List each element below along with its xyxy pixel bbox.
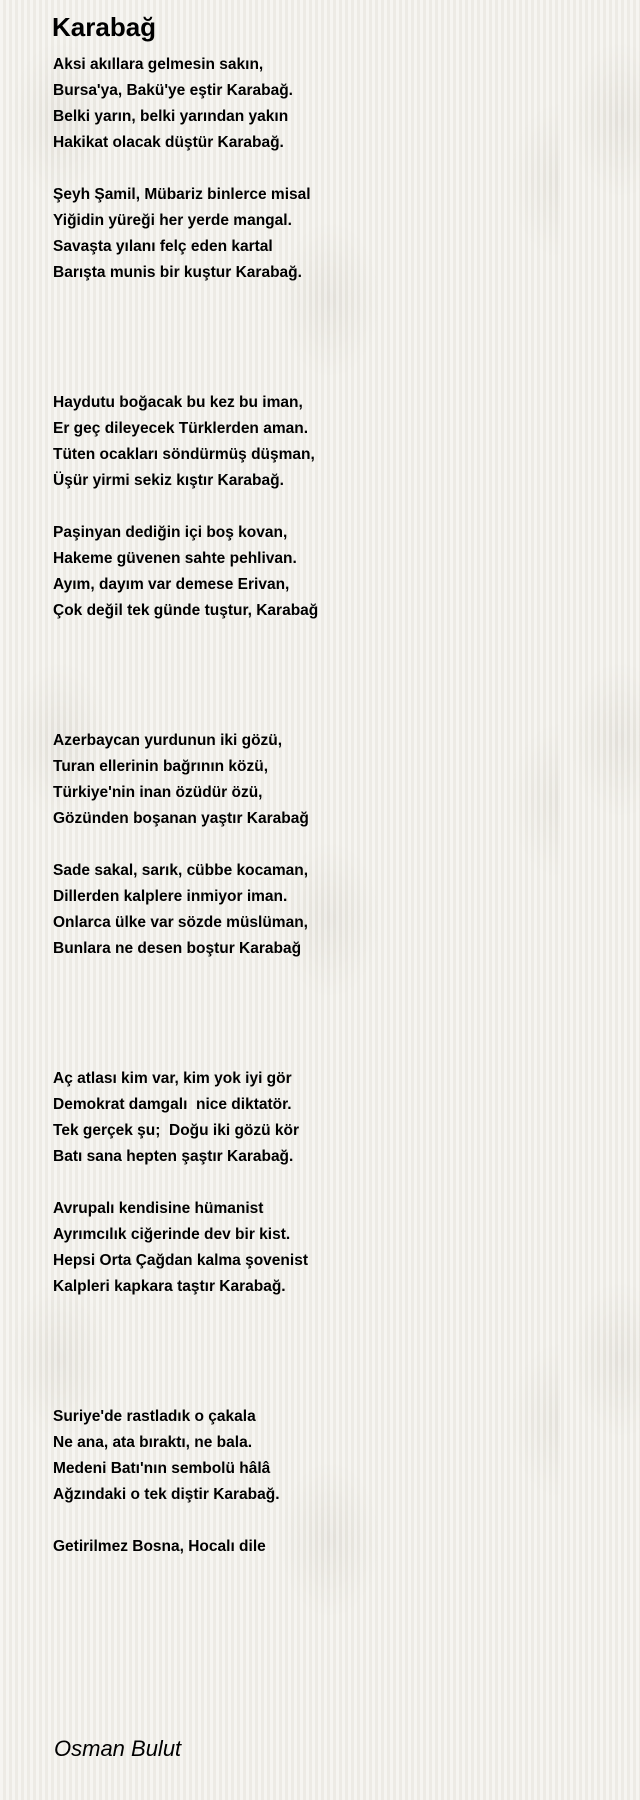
- poem-line: Er geç dileyecek Türklerden aman.: [53, 420, 309, 437]
- poem-line: Demokrat damgalı nice diktatör.: [53, 1096, 292, 1113]
- poem-line: Batı sana hepten şaştır Karabağ.: [53, 1148, 294, 1165]
- poem-line: Hakikat olacak düştür Karabağ.: [53, 134, 284, 151]
- poem-line: Bunlara ne desen boştur Karabağ: [53, 940, 302, 957]
- poem-body: [53, 52, 613, 1560]
- stanza-spacer: [53, 832, 613, 858]
- section-spacer: [53, 624, 613, 728]
- poem-line: Yiğidin yüreği her yerde mangal.: [53, 212, 292, 229]
- poem-stanza: [53, 1534, 613, 1560]
- stanza-spacer: [53, 494, 613, 520]
- poem-section: [53, 1066, 613, 1300]
- poem-line: Şeyh Şamil, Mübariz binlerce misal: [53, 186, 311, 203]
- poem-line: Turan ellerinin bağrının közü,: [53, 758, 269, 775]
- poem-line: Ne ana, ata bıraktı, ne bala.: [53, 1434, 252, 1451]
- poem-author: Osman Bulut: [54, 1736, 182, 1761]
- poem-line: Ayım, dayım var demese Erivan,: [53, 576, 290, 593]
- stanza-spacer: [53, 1508, 613, 1534]
- poem-section: [53, 728, 613, 962]
- poem-stanza: [53, 1404, 613, 1508]
- poem-line: Tüten ocakları söndürmüş düşman,: [53, 446, 315, 463]
- poem-line: Aç atlası kim var, kim yok iyi gör: [53, 1070, 292, 1087]
- poem-line: Belki yarın, belki yarından yakın: [53, 108, 289, 125]
- poem-section: [53, 390, 613, 624]
- poem-stanza: [53, 182, 613, 286]
- poem-line: Kalpleri kapkara taştır Karabağ.: [53, 1278, 286, 1295]
- poem-line: Ayrımcılık ciğerinde dev bir kist.: [53, 1226, 291, 1243]
- poem-line: Sade sakal, sarık, cübbe kocaman,: [53, 862, 309, 879]
- poem-line: Türkiye'nin inan özüdür özü,: [53, 784, 263, 801]
- poem-line: Suriye'de rastladık o çakala: [53, 1408, 256, 1425]
- poem-line: Ağzındaki o tek diştir Karabağ.: [53, 1486, 280, 1503]
- poem-line: Çok değil tek günde tuştur, Karabağ: [53, 602, 319, 619]
- poem-stanza: [53, 1196, 613, 1300]
- poem-line: Onlarca ülke var sözde müslüman,: [53, 914, 308, 931]
- poem-stanza: [53, 858, 613, 962]
- poem-stanza: [53, 520, 613, 624]
- poem-section: [53, 1404, 613, 1560]
- poem-line: Savaşta yılanı felç eden kartal: [53, 238, 273, 255]
- poem-title: Karabağ: [52, 12, 157, 42]
- poem-line: Haydutu boğacak bu kez bu iman,: [53, 394, 303, 411]
- poem-stanza: [53, 1066, 613, 1170]
- poem-stanza: [53, 728, 613, 832]
- poem-line: Getirilmez Bosna, Hocalı dile: [53, 1538, 266, 1555]
- section-spacer: [53, 1300, 613, 1404]
- poem-line: Bursa'ya, Bakü'ye eştir Karabağ.: [53, 82, 293, 99]
- poem-line: Hakeme güvenen sahte pehlivan.: [53, 550, 297, 567]
- poem-line: Paşinyan dediğin içi boş kovan,: [53, 524, 288, 541]
- poem-line: Gözünden boşanan yaştır Karabağ: [53, 810, 309, 827]
- poem-line: Hepsi Orta Çağdan kalma şovenist: [53, 1252, 308, 1269]
- poem-section: [53, 52, 613, 286]
- poem-stanza: [53, 52, 613, 156]
- poem-stanza: [53, 390, 613, 494]
- poem-line: Barışta munis bir kuştur Karabağ.: [53, 264, 302, 281]
- section-spacer: [53, 962, 613, 1066]
- poem-line: Tek gerçek şu; Doğu iki gözü kör: [53, 1122, 300, 1139]
- poem-line: Dillerden kalplere inmiyor iman.: [53, 888, 288, 905]
- poem-line: Aksi akıllara gelmesin sakın,: [53, 56, 264, 73]
- stanza-spacer: [53, 1170, 613, 1196]
- poem-line: Medeni Batı'nın sembolü hâlâ: [53, 1460, 271, 1477]
- section-spacer: [53, 286, 613, 390]
- poem-line: Üşür yirmi sekiz kıştır Karabağ.: [53, 472, 284, 489]
- poem-line: Azerbaycan yurdunun iki gözü,: [53, 732, 283, 749]
- poem-line: Avrupalı kendisine hümanist: [53, 1200, 264, 1217]
- stanza-spacer: [53, 156, 613, 182]
